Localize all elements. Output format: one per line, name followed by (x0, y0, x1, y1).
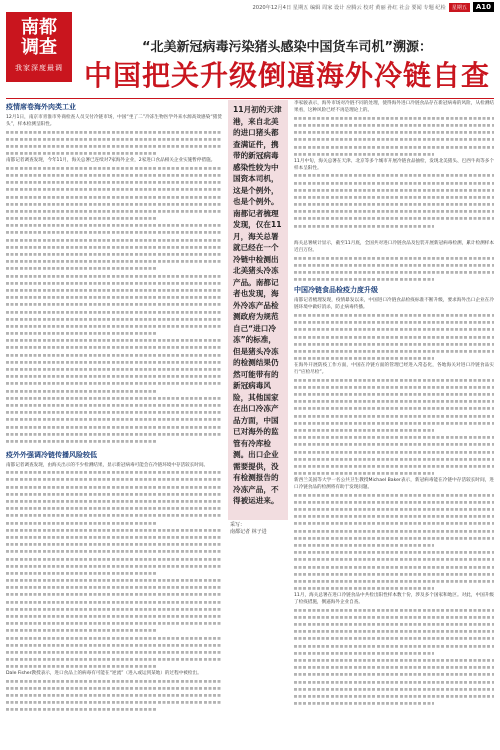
text-line (6, 394, 222, 401)
text-line (6, 677, 222, 684)
text-line (6, 200, 222, 207)
text-line (6, 322, 222, 329)
text-line (6, 483, 222, 490)
headline-subtitle: “北美新冠病毒污染猪头感染中国货车司机”溯源： (141, 40, 433, 55)
byline-names: 南都记者 林子进 (230, 529, 267, 535)
pull-quote-box (228, 100, 288, 520)
text-line (294, 150, 434, 157)
text-line (294, 326, 494, 333)
body-paragraph: 11月中旬，海关总署在天津、北京等多个城市开展冷链食品抽检，发现北美猪头、巴西牛肉等多个样本呈阳性。 (294, 158, 494, 171)
text-line (6, 193, 222, 200)
byline-label: 采写： (230, 522, 246, 528)
text-line (294, 463, 494, 470)
text-line (294, 383, 494, 390)
text-line (294, 635, 494, 642)
text-line (294, 143, 494, 150)
text-line (6, 649, 222, 656)
text-line (6, 498, 222, 505)
text-line (6, 634, 222, 641)
text-line (294, 179, 494, 186)
text-line (294, 201, 494, 208)
text-line (294, 114, 494, 121)
body-paragraph: 12月1日，南京市青淮市外商检查人员交付冷链市场，中国“坐了二”冷冻生物医学外来水源高效感染“猪货头”，样本检测呈阳性。 (6, 115, 222, 128)
text-line (294, 563, 494, 570)
text-line (6, 469, 222, 476)
text-line (6, 186, 222, 193)
text-line (6, 258, 222, 265)
text-line (6, 294, 222, 301)
text-line (294, 556, 494, 563)
body-paragraph: 南都记者调查发现，由海关出示的不少检测结果，显示新冠病毒可能会在冷链环境中存活较长时间。 (6, 462, 209, 468)
text-line (6, 128, 222, 135)
text-line (6, 265, 157, 272)
text-line (6, 416, 222, 423)
text-line (6, 315, 222, 322)
text-line (294, 186, 494, 193)
text-line (294, 448, 494, 455)
text-line (6, 534, 222, 541)
text-line (294, 470, 434, 477)
text-line (6, 663, 157, 670)
text-line (6, 136, 222, 143)
text-line (294, 671, 494, 678)
page-header-bar (0, 0, 500, 14)
text-line (6, 512, 222, 519)
text-line (294, 664, 494, 671)
text-line (294, 427, 434, 434)
masthead-line1: 南都 (21, 17, 57, 38)
text-line (6, 164, 222, 171)
text-line (6, 577, 222, 584)
text-line (6, 308, 222, 315)
text-line (294, 534, 494, 541)
text-line (294, 129, 494, 136)
text-line (6, 430, 222, 437)
text-line (6, 437, 157, 444)
text-line (6, 351, 222, 358)
text-line (6, 387, 157, 394)
body-paragraph: 南都记者调查发现，今年11月，海关总署已连续对7家海外企业，2家进口食品相关企业实施暂停措施。 (6, 158, 216, 164)
body-paragraph: 李家骏表示，海外市场对冷链不同的处理，使得海外进口冷链食品存在新冠病毒的风险，从检测结果看，这种风险已经不再是理论上的。 (294, 101, 494, 114)
text-line (6, 656, 222, 663)
section-heading: 疫外外强调冷链传播风险较低 (6, 450, 97, 459)
text-line (294, 333, 494, 340)
text-line (294, 642, 494, 649)
text-line (294, 621, 494, 628)
text-line (294, 312, 494, 319)
left-column (6, 100, 222, 745)
body-paragraph: 海关总署统计显示，截至11月底，全国共对进口冷链食品及包装开展新冠病毒检测，累计检测样本近百万份。 (294, 241, 494, 254)
text-line (6, 143, 222, 150)
text-line (6, 570, 157, 577)
text-line (6, 243, 222, 250)
text-line (294, 441, 494, 448)
text-line (6, 179, 222, 186)
byline (230, 522, 290, 536)
text-line (6, 598, 222, 605)
text-line (6, 692, 222, 699)
text-line (294, 136, 494, 143)
text-line (6, 236, 222, 243)
text-line (294, 455, 494, 462)
text-line (294, 412, 494, 419)
text-line (6, 548, 222, 555)
body-paragraph: 在海外开展防疫工作方面，中国在冷链方面的管理已经进入常态化，各地海关对进口冷链食品实行“应检尽检”。 (294, 362, 494, 376)
text-line (6, 409, 222, 416)
text-line (6, 541, 222, 548)
text-line (6, 591, 222, 598)
text-line (6, 627, 157, 634)
text-line (294, 348, 494, 355)
text-line (294, 340, 494, 347)
text-line (294, 491, 494, 498)
edition-badge: 星期五 (449, 3, 470, 12)
text-line (6, 641, 222, 648)
section-heading: 中国冷链食品检疫力度升级 (294, 286, 378, 295)
text-line (294, 542, 434, 549)
text-line (294, 269, 494, 276)
text-line (6, 251, 222, 258)
text-line (6, 526, 222, 533)
text-line (6, 358, 222, 365)
text-line (294, 276, 434, 283)
body-paragraph: 南都记者梳理发现，疫情暴发以来，中国进口冷链食品检疫标准不断升级，要求海外出口企业在冷链环境中做好消杀，防止病毒传播。 (294, 298, 494, 311)
text-line (294, 570, 494, 577)
text-line (6, 222, 222, 229)
text-line (6, 337, 222, 344)
text-line (6, 685, 222, 692)
body-paragraph: Dale Fisher教授表示，进口食品上的病毒有可能在“逆流”（进入或运到某地）的过程中被检出。 (6, 671, 202, 677)
text-line (294, 122, 494, 129)
text-line (6, 699, 222, 706)
text-line (294, 319, 494, 326)
text-line (6, 279, 222, 286)
text-line (6, 584, 222, 591)
text-line (294, 398, 494, 405)
text-line (294, 405, 494, 412)
text-line (6, 366, 222, 373)
text-line (294, 657, 494, 664)
text-line (6, 476, 222, 483)
text-line (294, 222, 434, 229)
text-line (294, 513, 494, 520)
text-line (294, 578, 494, 585)
text-line (294, 678, 494, 685)
text-line (294, 254, 494, 261)
text-line (6, 172, 222, 179)
text-line (6, 555, 222, 562)
column-masthead (6, 12, 72, 82)
headline-title: 中国把关升级倒逼海外冷链自查 (83, 59, 490, 92)
text-line (294, 693, 494, 700)
text-line (6, 272, 222, 279)
text-line (6, 344, 222, 351)
section-heading: 疫情席卷海外肉类工业 (6, 103, 76, 111)
text-line (6, 229, 222, 236)
text-line (294, 419, 494, 426)
text-line (294, 172, 494, 179)
text-line (294, 434, 494, 441)
middle-column (294, 100, 494, 240)
body-paragraph: 11月，海关总署在进口冷链食品中共检出阳性样本数十份，涉及多个国家和地区。对此，中国升级了检疫措施，倒逼海外企业自查。 (294, 592, 494, 606)
text-line (6, 215, 157, 222)
text-line (294, 208, 494, 215)
text-line (294, 700, 434, 707)
text-line (6, 562, 222, 569)
text-line (294, 262, 494, 269)
text-line (6, 519, 157, 526)
text-line (6, 490, 222, 497)
text-line (294, 376, 494, 383)
text-line (6, 330, 157, 337)
text-line (294, 506, 494, 513)
masthead-line2: 调查 (21, 37, 57, 58)
text-line (6, 380, 222, 387)
text-line (6, 402, 222, 409)
text-line (6, 150, 157, 157)
text-line (294, 527, 494, 534)
text-line (6, 605, 222, 612)
header-divider (6, 98, 494, 99)
text-line (6, 301, 222, 308)
text-line (294, 549, 494, 556)
text-line (6, 207, 222, 214)
text-line (294, 391, 494, 398)
text-line (294, 649, 434, 656)
date-line: 2020年12月4日 星期五 编辑 周家 设计 应腾云 校对 黄丽 孙红 社会 要闻 专题 纪检 (252, 4, 446, 11)
text-line (294, 628, 494, 635)
pull-quote-text: 11月初的天津港，来自北美的进口猪头都查满证件，携带的新冠病毒感染性较为中国资本司机，这是个例外，也是个例外。南都记者梳理发现，仅在11月，海关总署就已经在一个冷链中检测出北美猪头冷冻产品。南都记者也发现，海外冷冻产品检测政府为规范自己“进口冷冻”的标准，但是猪头冷冻的检测结果仍然可能带有的新冠病毒风险，其他国家在出口冷冻产品方面，中国已对海外的监管有冷库检测。出口企业需要提供，没有检测报告的冷冻产品，不得被运进来。 (233, 105, 282, 505)
text-line (6, 620, 222, 627)
text-line (294, 355, 434, 362)
text-line (294, 520, 494, 527)
text-line (6, 423, 222, 430)
page-number: A10 (473, 2, 494, 12)
text-line (6, 613, 222, 620)
text-line (6, 287, 222, 294)
text-line (6, 706, 157, 713)
text-line (294, 685, 494, 692)
text-line (294, 499, 494, 506)
text-line (294, 614, 494, 621)
text-line (6, 373, 222, 380)
text-line (294, 606, 494, 613)
text-line (6, 505, 222, 512)
text-line (294, 585, 434, 592)
body-paragraph: 新西兰美国等大学一名公共卫生教授Michael Baker表示，新冠病毒能在冷链中存活较长时间，进口冷链食品的检测将有助于发现问题。 (294, 477, 494, 491)
masthead-slogan: 我家深度最调 (15, 64, 63, 72)
text-line (294, 194, 494, 201)
text-line (294, 215, 494, 222)
right-column (294, 240, 494, 745)
